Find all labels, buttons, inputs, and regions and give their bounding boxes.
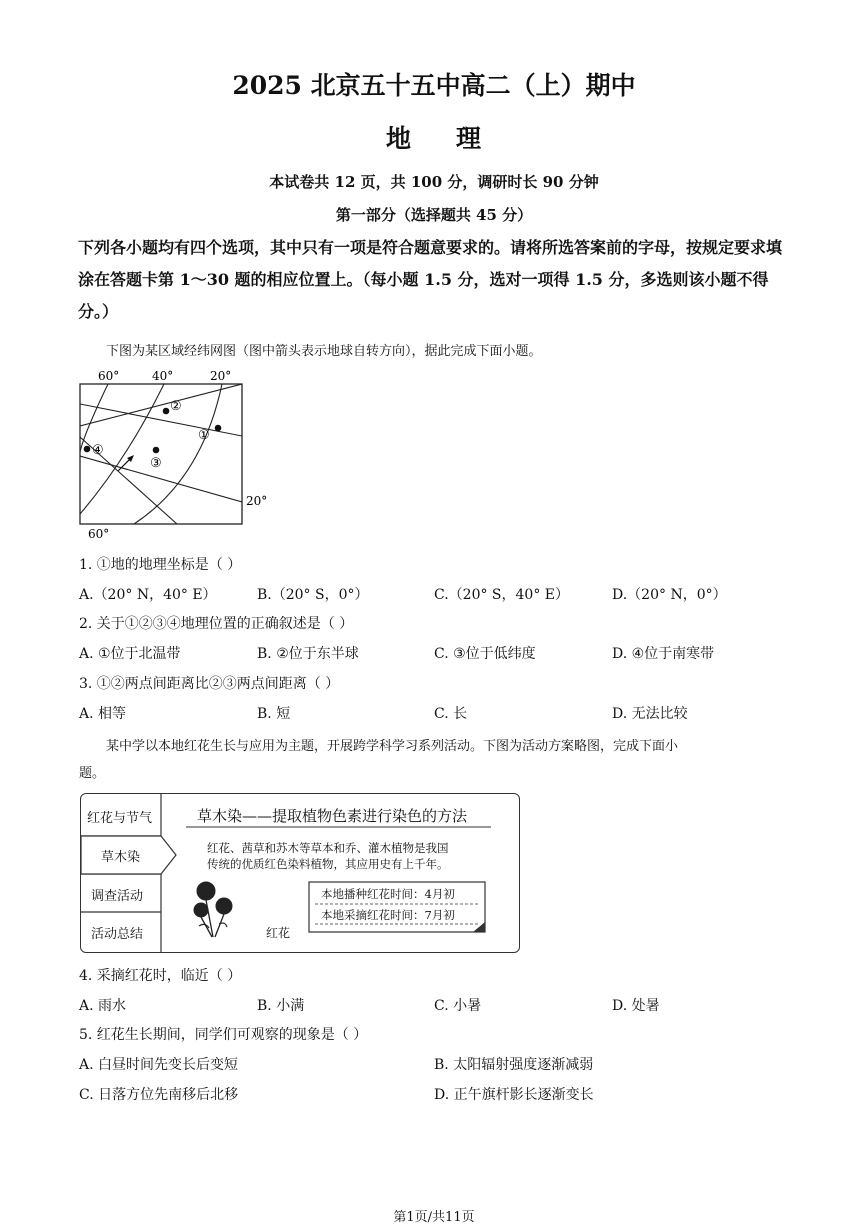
- q4-stem: 4. 采摘红花时，临近（ ）: [79, 968, 242, 984]
- q4-option-c: C. 小暑: [434, 998, 482, 1014]
- safflower-icon: [194, 882, 232, 937]
- activity-diagram: [80, 793, 520, 953]
- lon-20-label: 20°: [210, 369, 232, 383]
- q3-option-d: D. 无法比较: [612, 706, 688, 722]
- exam-info: 本试卷共 12 页，共 100 分，调研时长 90 分钟: [269, 173, 599, 191]
- diagram-desc-line1: 红花、茜草和苏木等草本和乔、灌木植物是我国: [207, 841, 449, 855]
- q1-option-c: C.（20° S，40° E）: [434, 587, 570, 603]
- q1-option-a: A.（20° N，40° E）: [79, 587, 217, 603]
- subject-title: [0, 119, 868, 155]
- note-sowing-time: 本地播种红花时间：4月初: [321, 887, 455, 901]
- q3-option-b: B. 短: [257, 706, 291, 722]
- q4-option-d: D. 处暑: [612, 998, 660, 1014]
- q2-option-c: C. ③位于低纬度: [434, 646, 536, 662]
- point-1-dot: [215, 425, 222, 432]
- q5-option-a: A. 白昼时间先变长后变短: [79, 1057, 239, 1073]
- tab-red-flower-solar-terms: 红花与节气: [87, 811, 153, 826]
- lat-20-label: 20°: [246, 494, 268, 508]
- section1-intro: 下图为某区域经纬网图（图中箭头表示地球自转方向），据此完成下面小题。: [106, 344, 542, 359]
- q2-option-a: A. ①位于北温带: [79, 646, 181, 662]
- q2-stem: 2. 关于①②③④地理位置的正确叙述是（ ）: [79, 616, 354, 632]
- q4-option-b: B. 小满: [257, 998, 305, 1014]
- flower-label: 红花: [266, 926, 291, 940]
- q5-stem: 5. 红花生长期间，同学们可观察的现象是（ ）: [79, 1027, 368, 1043]
- graticule-map: [72, 364, 277, 544]
- instructions: 下列各小题均有四个选项，其中只有一项是符合题意要求的。请将所选答案前的字母，按规定要求填涂在答题卡第 1～30 题的相应位置上。（每小题 1.5 分，选对一项得 1.5 分，多选则该小题不得分。）: [78, 238, 783, 321]
- page-number: 第1页/共11页: [393, 1210, 475, 1225]
- q4-option-a: A. 雨水: [79, 998, 127, 1014]
- q2-option-d: D. ④位于南寒带: [612, 646, 715, 662]
- point-2-label: ②: [170, 399, 182, 414]
- q5-option-d: D. 正午旗杆影长逐渐变长: [434, 1087, 594, 1103]
- q1-option-b: B.（20° S，0°）: [257, 587, 369, 603]
- point-4-label: ④: [92, 443, 104, 458]
- section2-intro-line1: 某中学以本地红花生长与应用为主题，开展跨学科学习系列活动。下图为活动方案略图，完成下面小: [106, 739, 679, 754]
- lon-40-label: 40°: [152, 369, 174, 383]
- q1-option-d: D.（20° N，0°）: [612, 587, 727, 603]
- q3-stem: 3. ①②两点间距离比②③两点间距离（ ）: [79, 676, 340, 692]
- q5-option-b: B. 太阳辐射强度逐渐减弱: [434, 1057, 594, 1073]
- point-3-label: ③: [150, 456, 162, 471]
- section2-intro-line2: 题。: [79, 766, 106, 781]
- diagram-desc-line2: 传统的优质红色染料植物，其应用史有上千年。: [207, 857, 449, 871]
- part-title: 第一部分（选择题共 45 分）: [335, 206, 533, 224]
- tab-plant-dyeing: 草木染: [101, 850, 141, 865]
- lat-60-label: 60°: [88, 527, 110, 541]
- subject-char-1: 地: [385, 124, 412, 153]
- diagram-heading: 草木染——提取植物色素进行染色的方法: [197, 807, 468, 825]
- q3-option-c: C. 长: [434, 706, 468, 722]
- lon-60-label: 60°: [98, 369, 120, 383]
- q3-option-a: A. 相等: [79, 706, 127, 722]
- point-3-dot: [153, 447, 160, 454]
- tab-survey: 调查活动: [91, 889, 144, 904]
- meridian-60: [80, 384, 108, 452]
- point-1-label: ①: [198, 428, 210, 443]
- q2-option-b: B. ②位于东半球: [257, 646, 359, 662]
- subject-char-2: 理: [456, 124, 483, 153]
- tab-summary: 活动总结: [91, 927, 144, 942]
- q5-option-c: C. 日落方位先南移后北移: [79, 1087, 239, 1103]
- q1-stem: 1. ①地的地理坐标是（ ）: [79, 557, 242, 573]
- page-title: 2025 北京五十五中高二（上）期中: [232, 71, 636, 100]
- point-2-dot: [163, 408, 170, 415]
- point-4-dot: [84, 446, 91, 453]
- note-picking-time: 本地采摘红花时间：7月初: [321, 908, 455, 922]
